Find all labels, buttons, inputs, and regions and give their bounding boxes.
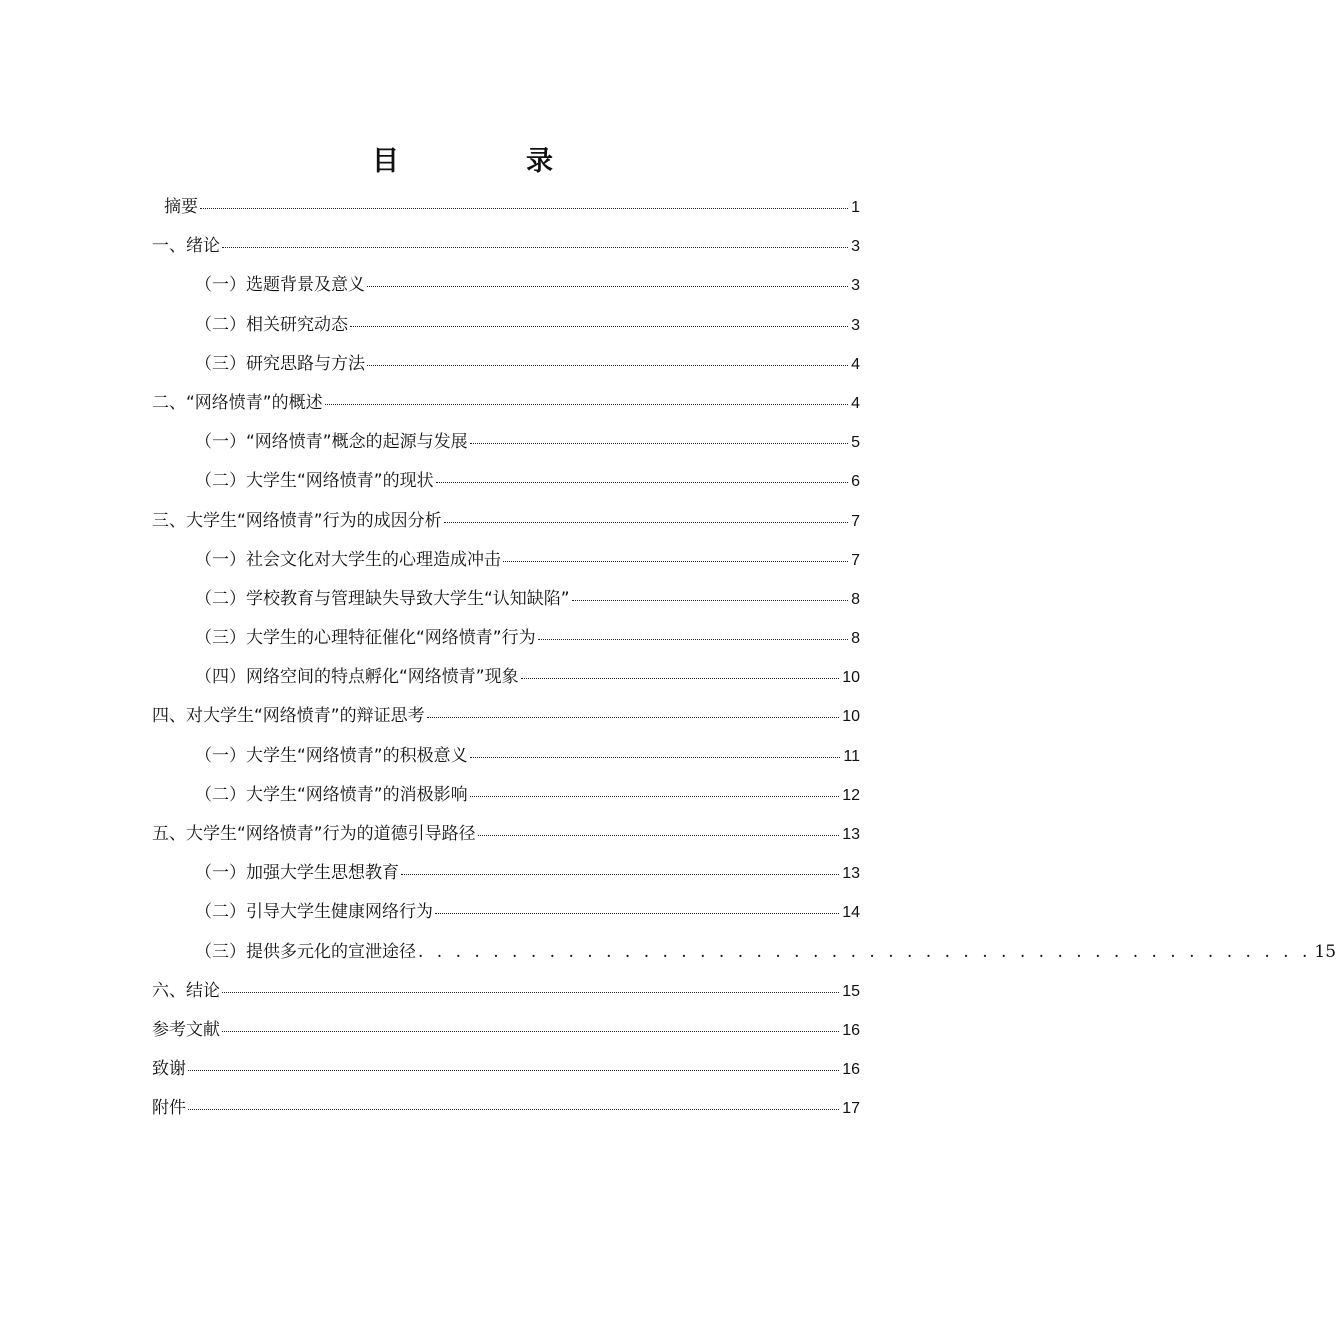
toc-page-number: 8 [851,630,860,648]
toc-entry-label: 摘要 [164,197,198,217]
toc-page-number: 11 [843,747,860,765]
toc-dot-leader [435,912,839,914]
toc-page-number: 3 [851,277,860,295]
toc-entry-label: 二、“网络愤青”的概述 [152,392,323,413]
toc-entry-label: 四、对大学生“网络愤青”的辩证思考 [152,706,425,727]
toc-entry-section-5-3[interactable] [152,933,1336,972]
toc-entry-label: 一、绪论 [152,236,220,257]
toc-page-number: 10 [842,669,860,687]
toc-entry-label: （二）引导大学生健康网络行为 [195,902,433,923]
toc-page-number: 15 [1314,941,1336,962]
toc-entry-chapter-4[interactable] [152,697,860,736]
toc-entry-label: 三、大学生“网络愤青”行为的成因分析 [152,510,442,531]
toc-entry-label: 五、大学生“网络愤青”行为的道德引导路径 [152,824,476,844]
toc-entry-label: （二）大学生“网络愤青”的消极影响 [195,784,468,805]
toc-entry-section-5-2[interactable] [152,893,860,932]
toc-page-number: 13 [842,826,860,843]
toc-dot-leader [470,442,848,444]
toc-page-number: 8 [851,590,860,608]
toc-page-number: 1 [851,199,860,216]
toc-page-number: 15 [842,982,860,1000]
toc-entry-chapter-3[interactable] [152,502,860,541]
toc-dot-leader [200,207,848,209]
toc-entry-chapter-1[interactable] [152,227,860,266]
toc-entry-section-3-4[interactable] [152,658,860,697]
toc-dot-leader [538,638,848,640]
toc-page-number: 7 [851,551,860,569]
page-title: 目 录 [372,146,603,177]
toc-entry-label: （四）网络空间的特点孵化“网络愤青”现象 [195,667,519,688]
toc-entry-section-2-1[interactable] [152,423,860,462]
toc-dot-leader [222,246,848,248]
toc-dot-leader [503,560,848,562]
toc-dot-leader [470,795,840,797]
toc-entry-section-4-1[interactable] [152,737,860,776]
toc-dot-leader [367,285,848,287]
toc-entry-section-1-1[interactable] [152,266,860,305]
toc-entry-section-3-3[interactable] [152,619,860,658]
toc-page-number: 16 [842,1021,860,1039]
toc-page-number: 14 [842,904,860,922]
toc-entry-chapter-5[interactable] [152,815,860,854]
toc-page-number: 16 [842,1061,860,1079]
toc-entry-section-2-2[interactable] [152,462,860,501]
toc-dot-leader [325,403,848,405]
toc-entry-label: （三）提供多元化的宣泄途径 [195,941,416,962]
toc-page-number: 10 [842,708,860,726]
toc-entry-label: （三）研究思路与方法 [195,353,365,374]
toc-dot-leader [478,834,840,836]
toc-entry-label: 参考文献 [152,1019,220,1040]
toc-entry-label: （一）“网络愤青”概念的起源与发展 [195,432,468,453]
toc-page-number: 12 [842,786,860,804]
toc-page-number: 13 [842,865,860,883]
toc-page-number: 4 [851,355,860,373]
toc-page-number: 3 [851,238,860,256]
toc-entry-chapter-2[interactable] [152,384,860,423]
toc-dot-leader [436,481,848,483]
toc-page-number: 17 [842,1100,860,1118]
toc-dot-leader [350,325,848,327]
toc-dot-leader [367,364,848,366]
toc-dot-leader [444,521,848,523]
toc-entry-section-3-2[interactable] [152,580,860,619]
toc-entry-section-5-1[interactable] [152,854,860,893]
toc-dot-leader: . . . . . . . . . . . . . . . . . . . . . . . . . . . . . . . . . . . . . . . . . . . . . . . . [418,941,1312,962]
toc-entry-label: 附件 [152,1098,186,1119]
toc-entry-label: （一）加强大学生思想教育 [195,863,399,884]
toc-entry-references[interactable] [152,1011,860,1050]
toc-dot-leader [427,716,840,718]
toc-dot-leader [572,599,848,601]
toc-entry-section-4-2[interactable] [152,776,860,815]
toc-entry-label: （一）社会文化对大学生的心理造成冲击 [195,549,501,570]
toc-entry-label: （二）相关研究动态 [195,314,348,335]
toc-entry-label: （二）大学生“网络愤青”的现状 [195,471,434,492]
toc-entry-section-1-3[interactable] [152,345,860,384]
toc-entry-label: 六、结论 [152,980,220,1001]
toc-entry-acknowledgements[interactable] [152,1050,860,1089]
toc-entry-section-1-2[interactable] [152,306,860,345]
toc-dot-leader [401,873,839,875]
table-of-contents [152,188,1336,1129]
toc-entry-chapter-6[interactable] [152,972,860,1011]
toc-dot-leader [222,991,839,993]
toc-entry-label: （一）选题背景及意义 [195,275,365,296]
toc-dot-leader [222,1030,839,1032]
toc-page-number: 3 [851,316,860,334]
toc-entry-abstract[interactable] [152,188,860,227]
toc-dot-leader [188,1108,839,1110]
toc-page-number: 4 [851,394,860,412]
toc-entry-label: （一）大学生“网络愤青”的积极意义 [195,745,468,766]
toc-dot-leader [521,677,840,679]
toc-entry-label: （三）大学生的心理特征催化“网络愤青”行为 [195,628,536,649]
toc-dot-leader [470,756,841,758]
toc-dot-leader [188,1069,839,1071]
toc-page-number: 6 [851,473,860,491]
toc-entry-section-3-1[interactable] [152,541,860,580]
toc-page-number: 5 [851,434,860,452]
toc-entry-label: 致谢 [152,1059,186,1080]
toc-entry-appendix[interactable] [152,1089,860,1128]
toc-page-number: 7 [851,512,860,530]
toc-entry-label: （二）学校教育与管理缺失导致大学生“认知缺陷” [195,588,570,609]
